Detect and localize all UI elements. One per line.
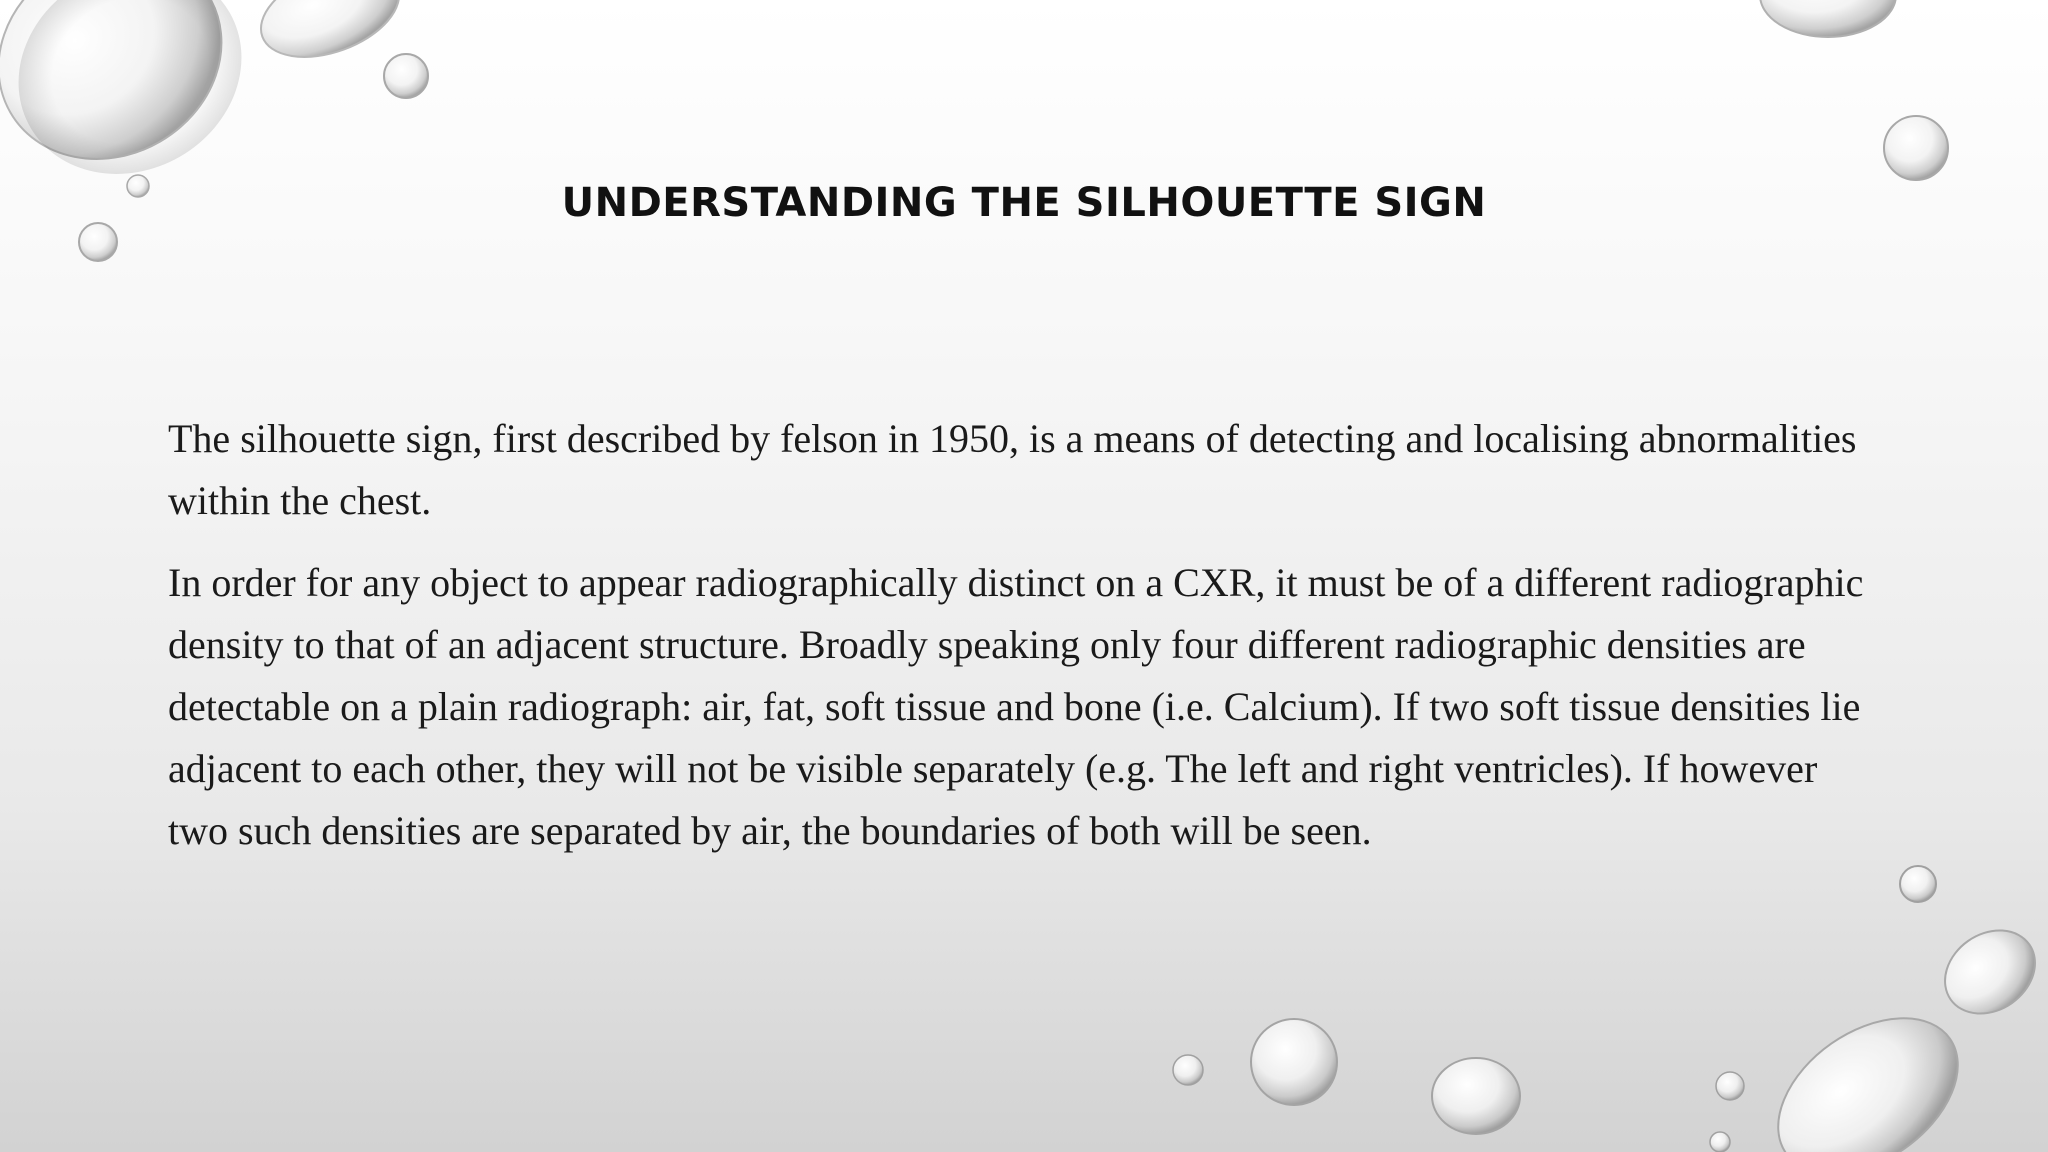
droplet (1173, 1055, 1203, 1085)
droplet (1749, 986, 1986, 1152)
droplet (249, 0, 412, 74)
droplet (1710, 1132, 1730, 1152)
droplet (1432, 1058, 1520, 1134)
droplet (1716, 1072, 1744, 1100)
paragraph: The silhouette sign, first described by felson in 1950, is a means of detecting and localising abnormalities within the chest. (168, 416, 1857, 523)
slide-body (168, 408, 1868, 882)
droplet (1884, 116, 1948, 180)
slide-title: UNDERSTANDING THE SILHOUETTE SIGN (561, 180, 1487, 226)
droplet (1929, 913, 2048, 1030)
droplet (1900, 866, 1936, 902)
droplet (1760, 0, 1896, 37)
paragraph: In order for any object to appear radiographically distinct on a CXR, it must be of a different radiographic density to that of an adjacent structure. Broadly speaking only four different radiographic densities are detectable on a plain radiograph: air, fat, soft tissue and bone (i.e. Calcium). If two soft tissue densities lie adjacent to each other, they will not be visible separately (e.g. The left and right ventricles). If however two such densities are separated by air, the boundaries of both will be seen. (168, 560, 1864, 853)
droplet (384, 54, 428, 98)
droplet (79, 223, 117, 261)
droplet (1251, 1019, 1337, 1105)
